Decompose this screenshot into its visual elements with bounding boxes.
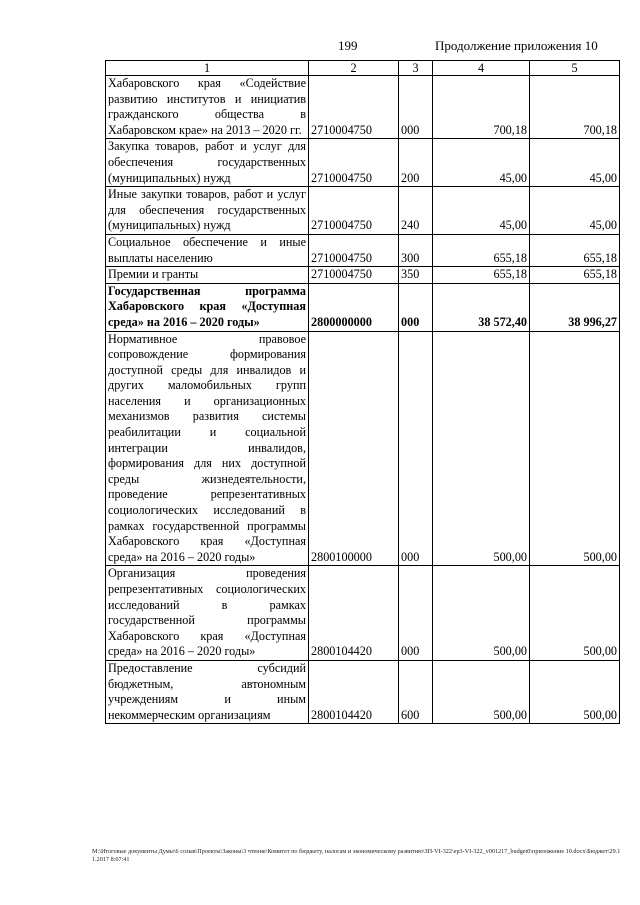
expense-type-cell: 000 [399,566,433,661]
row-name-cell: Хабаровского края «Содействие развитию институтов и инициатив гражданского общества в Хабаровском крае» на 2013 – 2020 гг. [106,76,309,139]
table-row [106,283,620,331]
row-name-cell: Иные закупки товаров, работ и услуг для обеспечения государственных (муниципальных) нужд [106,187,309,235]
row-name-cell: Предоставление субсидий бюджетным, автономным учреждениям и иным некоммерческим организациям [106,660,309,723]
amount-year-2-cell: 700,18 [530,76,620,139]
expense-type-cell: 000 [399,331,433,566]
expense-type-cell: 300 [399,234,433,266]
row-name-cell: Государственная программа Хабаровского края «Доступная среда» на 2016 – 2020 годы» [106,283,309,331]
target-article-code-cell: 2800104420 [309,566,399,661]
amount-year-2-cell: 655,18 [530,234,620,266]
amount-year-1-cell: 655,18 [433,267,530,284]
expense-type-cell: 000 [399,283,433,331]
appendix-continuation-note: Продолжение приложения 10 [435,38,598,53]
table-row [106,660,620,723]
amount-year-2-cell: 655,18 [530,267,620,284]
table-row [106,267,620,284]
column-number: 3 [399,61,433,76]
column-number-row [106,61,620,76]
row-name-cell: Премии и гранты [106,267,309,284]
table-row [106,139,620,187]
expense-type-cell: 000 [399,76,433,139]
expense-type-cell: 350 [399,267,433,284]
row-name-cell: Организация проведения репрезентативных социологических исследований в рамках государственной программы Хабаровского края «Доступная среда» на 2016 – 2020 годы» [106,566,309,661]
column-number: 1 [106,61,309,76]
target-article-code-cell: 2800000000 [309,283,399,331]
target-article-code-cell: 2800104420 [309,660,399,723]
document-path-footer: M:\Итоговые документы Думы\6 созыв\Проекты\Законы\3 чтение\Комитет по бюджету, налогам и экономическому развитию\ЗП-VI-322\ер3-VI-322_v001217_budget0\приложение 10.docx\Бюджет\29.11.2017 8:07:41 [92,848,621,863]
amount-year-1-cell: 38 572,40 [433,283,530,331]
table-row [106,331,620,566]
amount-year-1-cell: 45,00 [433,187,530,235]
amount-year-1-cell: 500,00 [433,660,530,723]
target-article-code-cell: 2710004750 [309,76,399,139]
amount-year-2-cell: 45,00 [530,139,620,187]
table-row [106,234,620,266]
column-number: 4 [433,61,530,76]
budget-table [105,60,620,724]
target-article-code-cell: 2710004750 [309,234,399,266]
table-row [106,187,620,235]
expense-type-cell: 240 [399,187,433,235]
amount-year-1-cell: 500,00 [433,566,530,661]
amount-year-1-cell: 655,18 [433,234,530,266]
target-article-code-cell: 2800100000 [309,331,399,566]
column-number: 5 [530,61,620,76]
row-name-cell: Социальное обеспечение и иные выплаты населению [106,234,309,266]
amount-year-1-cell: 45,00 [433,139,530,187]
amount-year-1-cell: 700,18 [433,76,530,139]
column-number: 2 [309,61,399,76]
target-article-code-cell: 2710004750 [309,187,399,235]
target-article-code-cell: 2710004750 [309,139,399,187]
row-name-cell: Закупка товаров, работ и услуг для обеспечения государственных (муниципальных) нужд [106,139,309,187]
table-row [106,566,620,661]
page-header [0,38,640,58]
target-article-code-cell: 2710004750 [309,267,399,284]
amount-year-2-cell: 45,00 [530,187,620,235]
amount-year-2-cell: 500,00 [530,660,620,723]
amount-year-1-cell: 500,00 [433,331,530,566]
expense-type-cell: 200 [399,139,433,187]
amount-year-2-cell: 500,00 [530,331,620,566]
page-number: 199 [338,38,358,53]
table-row [106,76,620,139]
expense-type-cell: 600 [399,660,433,723]
row-name-cell: Нормативное правовое сопровождение формирования доступной среды для инвалидов и других маломобильных групп населения и организационных механизмов развития системы реабилитации и социальной интеграции инвалидов, формирования для них доступной среды жизнедеятельности, проведение репрезентативных социологических исследований в рамках государственной программы Хабаровского края «Доступная среда» на 2016 – 2020 годы» [106,331,309,566]
amount-year-2-cell: 500,00 [530,566,620,661]
amount-year-2-cell: 38 996,27 [530,283,620,331]
